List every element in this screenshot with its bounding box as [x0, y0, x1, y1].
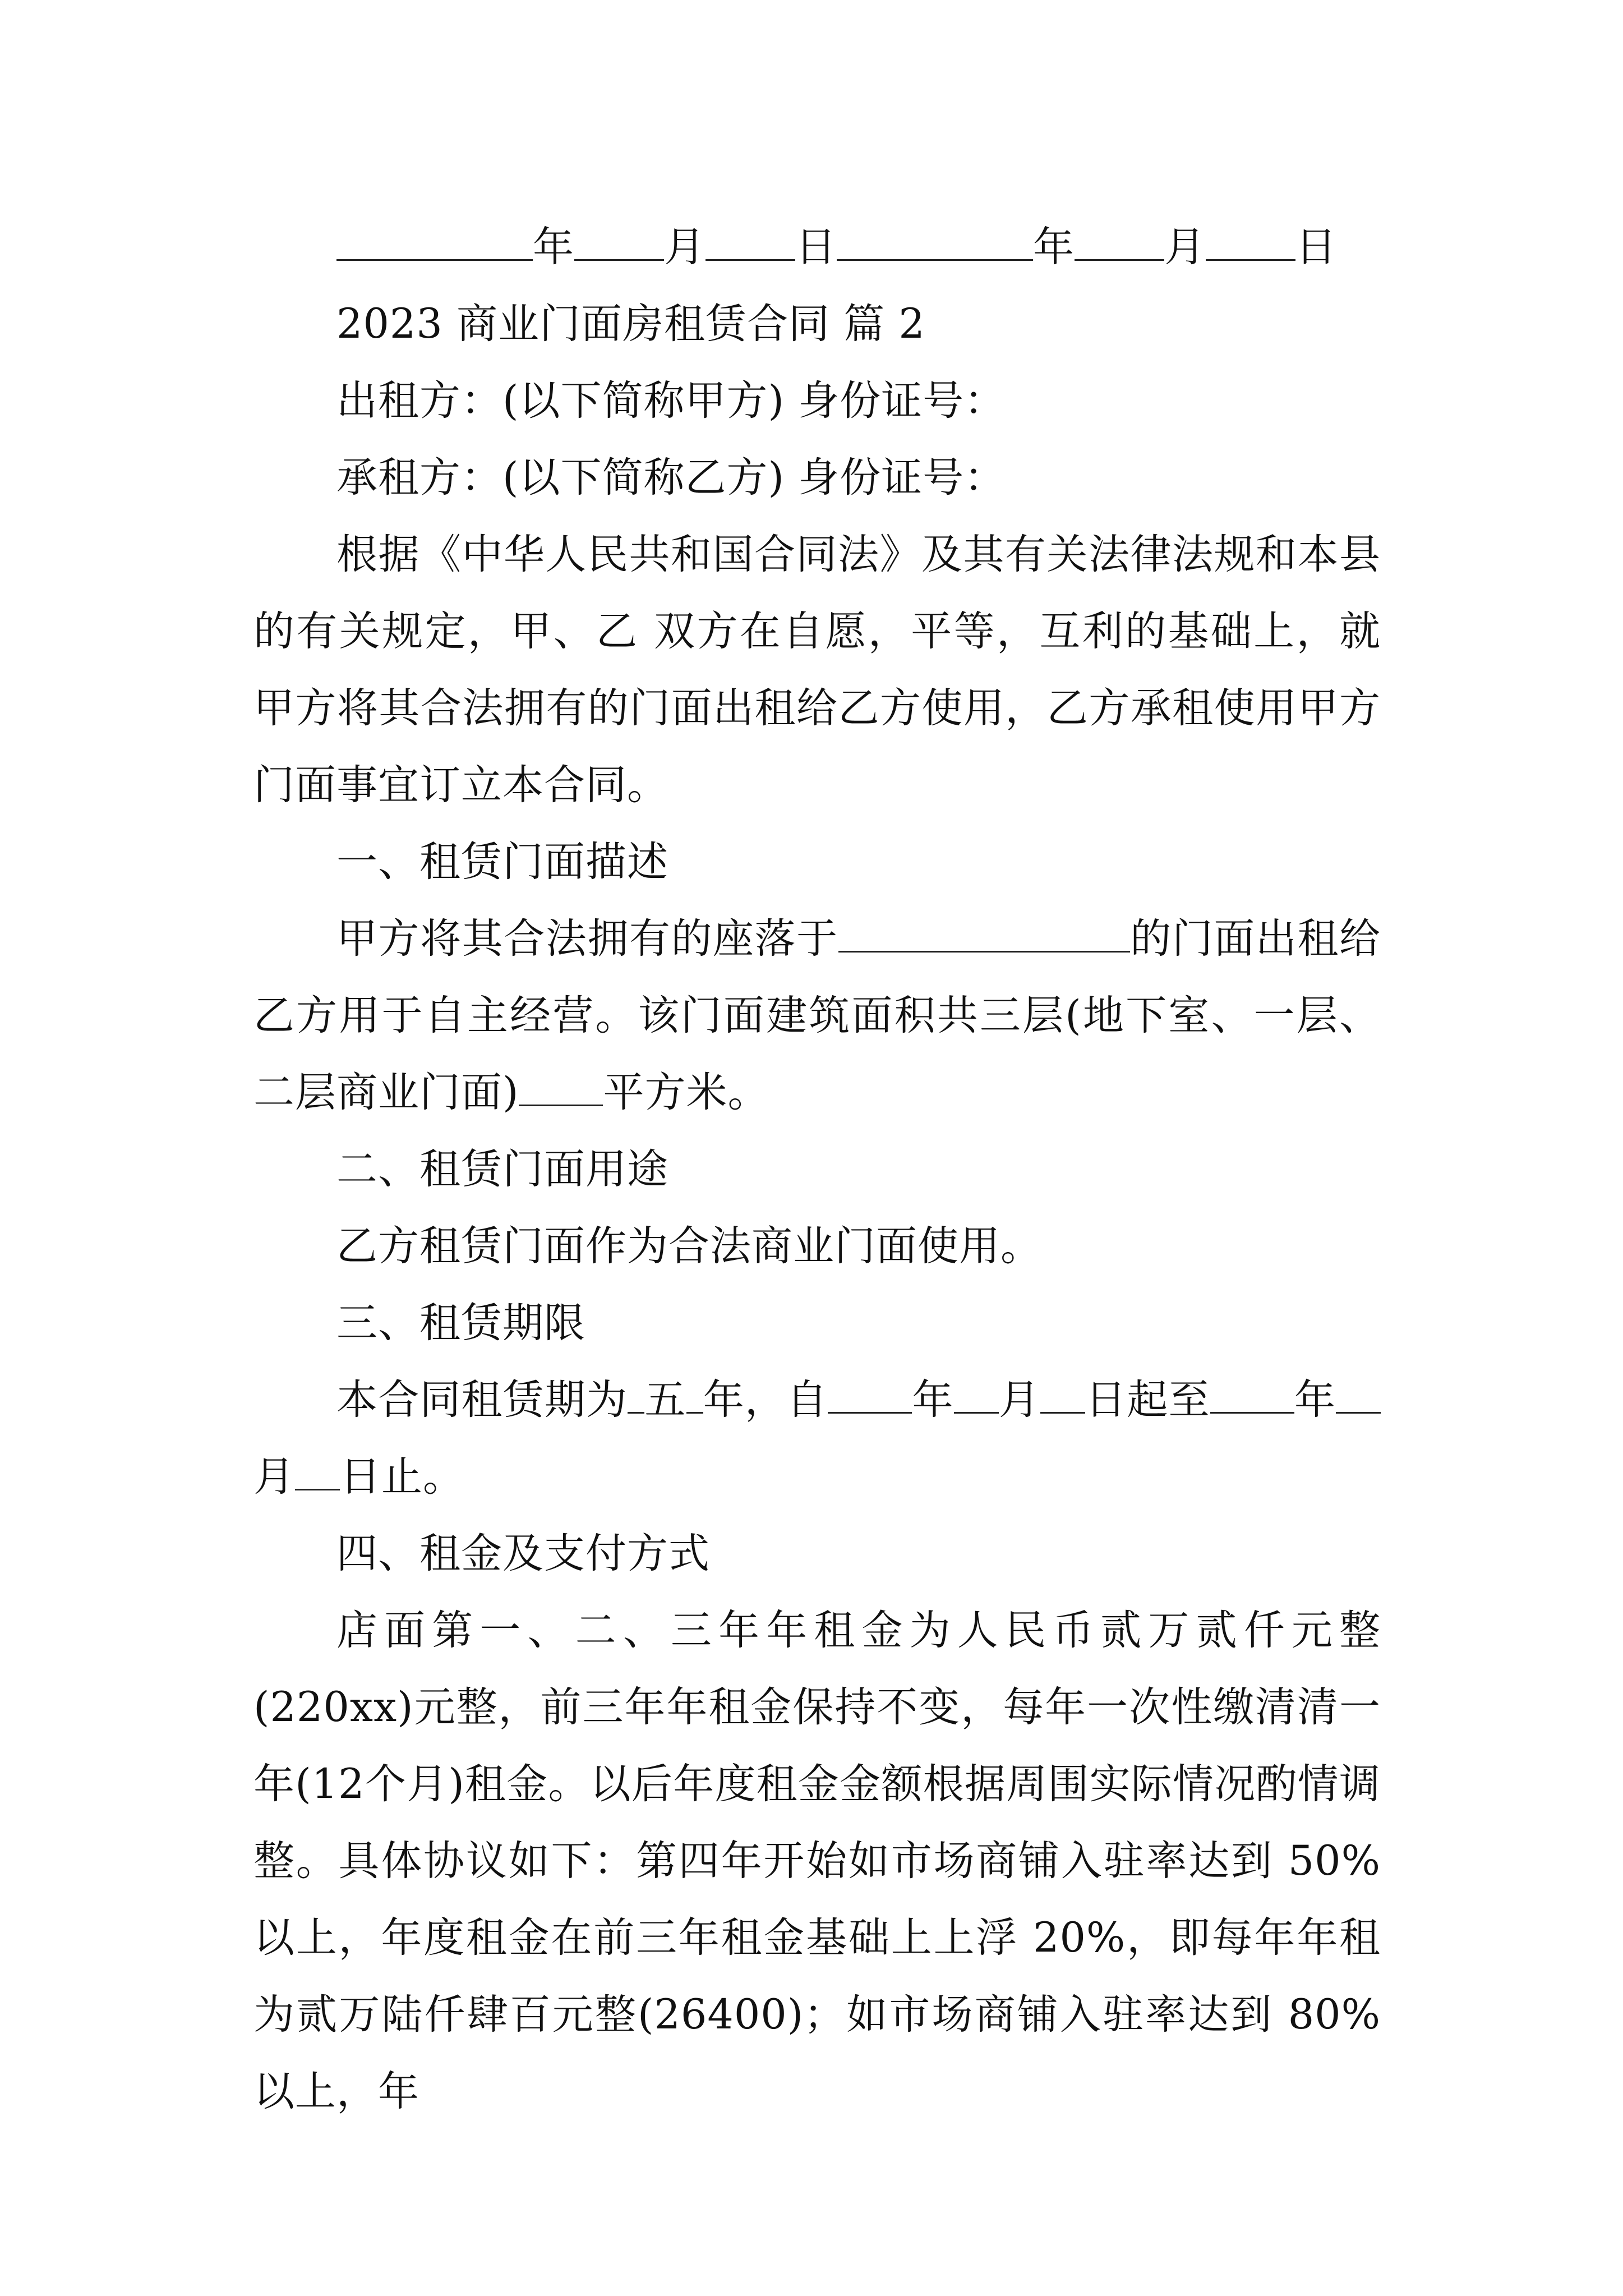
signature-date-line	[253, 209, 1381, 286]
blank-field	[295, 1455, 340, 1490]
text-segment: 日起至	[1085, 1376, 1210, 1424]
date-year-label: 年	[533, 223, 574, 271]
text-segment: 日止。	[340, 1453, 464, 1501]
section-heading: 一、租赁门面描述	[336, 838, 668, 886]
blank-field	[574, 226, 664, 261]
lessor-line: 出租方：(以下简称甲方) 身份证号：	[336, 377, 1006, 425]
date-month-label: 月	[664, 223, 706, 271]
date-month-label: 月	[1164, 223, 1206, 271]
date-year-label: 年	[1033, 223, 1075, 271]
blank-field	[628, 1378, 644, 1414]
date-day-label: 日	[795, 223, 837, 271]
lessee-line: 承租方：(以下简称乙方) 身份证号：	[336, 454, 1006, 501]
blank-field	[519, 1071, 603, 1106]
date-day-label: 日	[1295, 223, 1337, 271]
blank-field	[1206, 226, 1295, 261]
contract-title: 2023 商业门面房租赁合同 篇 2	[336, 300, 925, 348]
lease-term-value: 五	[644, 1376, 686, 1424]
text-segment: 年，自	[703, 1376, 828, 1424]
section-paragraph: 乙方租赁门面作为合法商业门面使用。	[336, 1222, 1042, 1270]
text-segment: 月	[998, 1376, 1040, 1424]
intro-paragraph: 根据《中华人民共和国合同法》及其有关法律法规和本县的有关规定，甲、乙 双方在自愿，平等，互利的基础上，就甲方将其合法拥有的门面出租给乙方使用，乙方承租使用甲方门面事宜订立本合同。	[253, 531, 1381, 809]
text-segment: 甲方将其合法拥有的座落于	[336, 915, 838, 963]
blank-field	[706, 226, 795, 261]
blank-field	[954, 1378, 999, 1414]
blank-field	[1210, 1378, 1294, 1414]
blank-field	[1040, 1378, 1085, 1414]
text-segment: 月	[253, 1453, 295, 1501]
blank-field	[837, 226, 1033, 261]
blank-field	[1336, 1378, 1381, 1414]
blank-field	[838, 917, 1130, 953]
section-paragraph	[253, 1361, 1381, 1515]
section-paragraph	[253, 900, 1381, 1131]
blank-field	[1075, 226, 1164, 261]
text-segment: 年	[912, 1376, 954, 1424]
section-heading: 四、租金及支付方式	[336, 1530, 710, 1577]
blank-field	[686, 1378, 703, 1414]
document-body	[253, 209, 1381, 2130]
text-segment: 平方米。	[603, 1069, 769, 1116]
blank-field	[336, 226, 533, 261]
section-paragraph: 店面第一、二、三年年租金为人民币贰万贰仟元整(220xx)元整，前三年年租金保持不变，每年一次性缴清清一年(12个月)租金。以后年度租金金额根据周围实际情况酌情调整。具体协议如下：第四年开始如市场商铺入驻率达到 50%以上，年度租金在前三年租金基础上上浮 20%，即每年年租为贰万陆仟肆百元整(26400)；如市场商铺入驻率达到 80%以上，年	[253, 1607, 1381, 2115]
section-heading: 二、租赁门面用途	[336, 1145, 668, 1193]
text-segment: 年	[1294, 1376, 1336, 1424]
blank-field	[828, 1378, 912, 1414]
text-segment: 本合同租赁期为	[336, 1376, 628, 1424]
text-segment: 的门面出租给乙方用于自主经营。该门面建筑面积共三层(地下室、一层、二层商业门面)	[253, 915, 1381, 1116]
section-heading: 三、租赁期限	[336, 1299, 585, 1347]
